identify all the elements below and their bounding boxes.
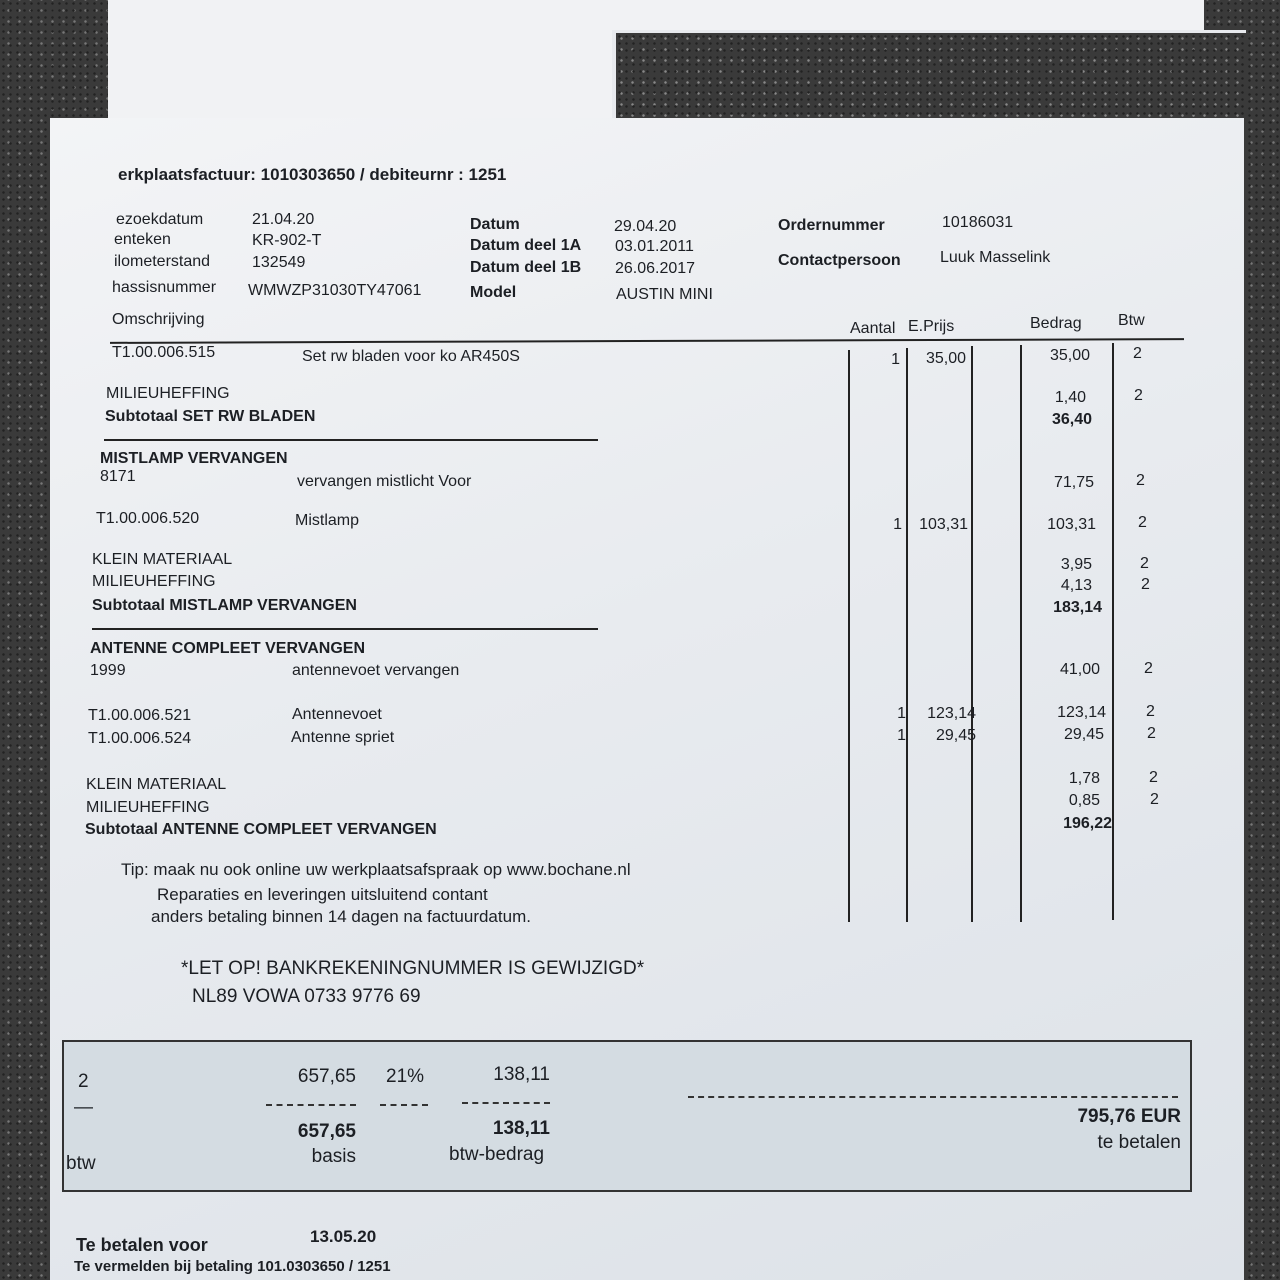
bank-notice: *LET OP! BANKREKENINGNUMMER IS GEWIJZIGD*: [181, 958, 645, 979]
line-qty: 1: [893, 516, 902, 533]
tip-line: anders betaling binnen 14 dagen na factuurdatum.: [151, 907, 531, 926]
vat-code: 2: [78, 1071, 89, 1092]
line-desc: Mistlamp: [295, 512, 360, 529]
line-price: 103,31: [919, 516, 968, 533]
vat-percentage: 21%: [386, 1066, 425, 1087]
field-label-datum-deel-1b: Datum deel 1B: [470, 259, 582, 276]
line-btw: 2: [1134, 387, 1143, 404]
line-code: MILIEUHEFFING: [92, 573, 216, 590]
grand-total: 795,76 EUR: [1077, 1106, 1181, 1127]
line-desc: vervangen mistlicht Voor: [297, 473, 472, 490]
field-value-model: AUSTIN MINI: [616, 286, 713, 303]
line-amount: 1,40: [1054, 389, 1086, 406]
line-code: KLEIN MATERIAAL: [86, 776, 227, 793]
section-rule: [104, 439, 598, 441]
field-label-datum-deel-1a: Datum deel 1A: [470, 237, 582, 254]
invoice-title: erkplaatsfactuur: 1010303650 / debiteurnr : 1251: [118, 165, 507, 184]
vat-amount-total: 138,11: [492, 1118, 550, 1139]
line-desc: Set rw bladen voor ko AR450S: [302, 348, 520, 365]
subtotal-label: Subtotaal MISTLAMP VERVANGEN: [92, 597, 357, 614]
line-code: T1.00.006.515: [112, 344, 216, 361]
line-code: 8171: [100, 468, 136, 485]
line-btw: 2: [1150, 791, 1159, 808]
col-rule-eprijs: [906, 348, 908, 922]
separator-dash: [462, 1102, 550, 1104]
field-value-ordernummer: 10186031: [942, 214, 1014, 231]
total-rule: [688, 1096, 1178, 1098]
col-rule-btw: [1112, 343, 1114, 920]
section-rule: [92, 628, 598, 630]
subtotal-label: Subtotaal ANTENNE COMPLEET VERVANGEN: [85, 821, 437, 838]
line-desc: Antennevoet: [292, 706, 382, 723]
line-code: MILIEUHEFFING: [86, 799, 210, 816]
line-amount: 103,31: [1047, 516, 1096, 533]
col-header-omschrijving: Omschrijving: [112, 311, 205, 328]
pay-before-label: Te betalen voor: [76, 1235, 208, 1255]
col-header-bedrag: Bedrag: [1030, 315, 1082, 332]
separator-dash: [380, 1104, 428, 1106]
vat-basis: 657,65: [297, 1066, 356, 1087]
subtotal-amount: 183,14: [1053, 599, 1102, 616]
payment-reference: Te vermelden bij betaling 101.0303650 / 1251: [74, 1258, 391, 1275]
section-heading: MISTLAMP VERVANGEN: [100, 450, 288, 467]
field-value-kilometerstand: 132549: [252, 254, 306, 271]
tip-line: Reparaties en leveringen uitsluitend contant: [157, 885, 488, 904]
line-amount: 29,45: [1063, 726, 1104, 743]
field-label-bezoekdatum: ezoekdatum: [116, 211, 204, 228]
subtotal-amount: 196,22: [1063, 815, 1112, 832]
line-amount: 1,78: [1068, 770, 1100, 787]
line-amount: 41,00: [1059, 661, 1100, 678]
field-label-chassisnummer: hassisnummer: [112, 279, 217, 296]
vat-code-dash: —: [74, 1097, 93, 1118]
field-value-chassisnummer: WMWZP31030TY47061: [248, 282, 422, 299]
subtotal-amount: 36,40: [1051, 411, 1092, 428]
field-value-datum-deel-1b: 26.06.2017: [615, 260, 696, 277]
line-btw: 2: [1144, 660, 1153, 677]
line-btw: 2: [1133, 345, 1142, 362]
line-btw: 2: [1138, 514, 1147, 531]
label-te-betalen: te betalen: [1097, 1132, 1181, 1153]
label-basis: basis: [311, 1146, 356, 1167]
line-code: T1.00.006.524: [88, 730, 192, 747]
field-value-datum: 29.04.20: [614, 218, 677, 235]
field-value-datum-deel-1a: 03.01.2011: [615, 238, 694, 255]
line-amount: 0,85: [1068, 792, 1100, 809]
col-rule-eprijs-right: [971, 346, 973, 922]
iban: NL89 VOWA 0733 9776 69: [192, 986, 421, 1007]
col-header-eprijs: E.Prijs: [908, 318, 955, 335]
line-amount: 123,14: [1057, 704, 1106, 721]
section-heading: ANTENNE COMPLEET VERVANGEN: [90, 640, 365, 657]
line-amount: 71,75: [1053, 474, 1094, 491]
line-desc: Antenne spriet: [291, 729, 395, 746]
line-price: 123,14: [927, 705, 976, 722]
separator-dash: [266, 1104, 356, 1106]
line-amount: 3,95: [1060, 556, 1092, 573]
col-header-btw: Btw: [1118, 312, 1145, 329]
field-label-model: Model: [470, 284, 517, 301]
pay-before-date: 13.05.20: [310, 1227, 377, 1246]
line-amount: 4,13: [1060, 577, 1092, 594]
line-btw: 2: [1140, 555, 1149, 572]
line-btw: 2: [1147, 725, 1156, 742]
line-qty: 1: [897, 705, 906, 722]
window-cutout: [612, 30, 1246, 129]
col-rule-aantal: [848, 350, 850, 922]
line-price: 35,00: [925, 350, 966, 367]
vat-amount: 138,11: [493, 1064, 550, 1085]
line-desc: antennevoet vervangen: [292, 662, 460, 679]
line-qty: 1: [891, 351, 900, 368]
line-code: T1.00.006.521: [88, 707, 192, 724]
field-label-kilometerstand: ilometerstand: [114, 253, 211, 270]
field-label-datum: Datum: [470, 216, 520, 233]
line-btw: 2: [1141, 576, 1150, 593]
label-btw-bedrag: btw-bedrag: [449, 1144, 545, 1165]
line-btw: 2: [1149, 769, 1158, 786]
field-value-bezoekdatum: 21.04.20: [252, 211, 315, 228]
field-label-contactpersoon: Contactpersoon: [778, 252, 901, 269]
field-value-kenteken: KR-902-T: [252, 232, 322, 249]
line-btw: 2: [1136, 472, 1145, 489]
line-code: T1.00.006.520: [96, 510, 200, 527]
line-amount: 35,00: [1049, 347, 1090, 364]
subtotal-label: Subtotaal SET RW BLADEN: [105, 408, 316, 425]
tip-line: Tip: maak nu ook online uw werkplaatsafspraak op www.bochane.nl: [121, 860, 631, 879]
col-rule-bedrag: [1020, 345, 1022, 922]
line-code: KLEIN MATERIAAL: [92, 551, 233, 568]
field-label-kenteken: enteken: [114, 231, 171, 248]
field-label-ordernummer: Ordernummer: [778, 217, 885, 234]
field-value-contactpersoon: Luuk Masselink: [940, 249, 1051, 266]
line-code: 1999: [90, 662, 126, 679]
line-qty: 1: [897, 727, 906, 744]
label-btw: btw: [66, 1153, 96, 1174]
line-code: MILIEUHEFFING: [106, 385, 230, 402]
line-price: 29,45: [935, 727, 976, 744]
line-btw: 2: [1146, 703, 1155, 720]
vat-basis-total: 657,65: [297, 1121, 356, 1142]
col-header-aantal: Aantal: [850, 320, 896, 337]
